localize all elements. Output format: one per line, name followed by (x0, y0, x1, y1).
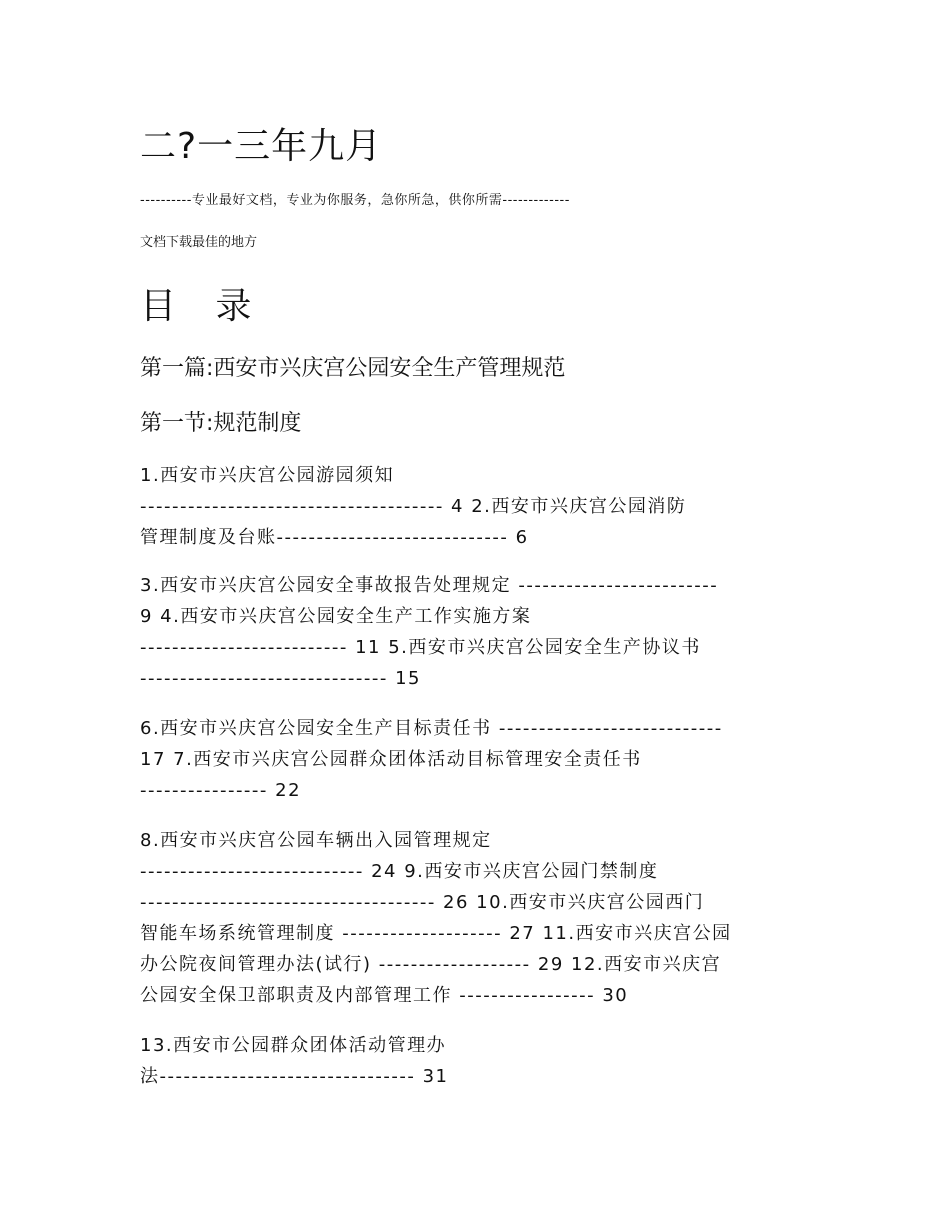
toc-line: 6.西安市兴庆宫公园安全生产目标责任书 ---------------------------- (140, 718, 723, 739)
toc-line: 公园安全保卫部职责及内部管理工作 ----------------- 30 (140, 985, 629, 1006)
toc-line: 13.西安市公园群众团体活动管理办 (140, 1035, 447, 1056)
toc-entry-group (140, 713, 820, 806)
toc-line: 3.西安市兴庆宫公园安全事故报告处理规定 ------------------------- (140, 575, 719, 596)
part-heading: 第一篇:西安市兴庆宫公园安全生产管理规范 (140, 356, 566, 381)
toc-entry-group (140, 1030, 820, 1092)
toc-line: 8.西安市兴庆宫公园车辆出入园管理规定 (140, 830, 492, 851)
toc-entry-group (140, 460, 820, 553)
toc-line: ------------------------------------- 26 10.西安市兴庆宫公园西门 (140, 892, 705, 913)
toc-line: -------------------------- 11 5.西安市兴庆宫公园安全生产协议书 (140, 637, 701, 658)
toc-line: -------------------------------------- 4 2.西安市兴庆宫公园消防 (140, 496, 687, 517)
date-heading: 二?一三年九月 (140, 126, 383, 167)
toc-entry-group (140, 570, 820, 694)
toc-line: 1.西安市兴庆宫公园游园须知 (140, 465, 395, 486)
toc-line: 9 4.西安市兴庆宫公园安全生产工作实施方案 (140, 606, 532, 627)
toc-line: 管理制度及台账----------------------------- 6 (140, 527, 529, 548)
slogan-line: ----------专业最好文档，专业为你服务，急你所急，供你所需------------- (140, 193, 570, 208)
toc-title: 目 录 (140, 286, 266, 327)
toc-line: ---------------------------- 24 9.西安市兴庆宫公园门禁制度 (140, 861, 659, 882)
toc-line: 17 7.西安市兴庆宫公园群众团体活动目标管理安全责任书 (140, 749, 642, 770)
toc-line: 智能车场系统管理制度 -------------------- 27 11.西安市兴庆宫公园 (140, 923, 732, 944)
toc-line: 法-------------------------------- 31 (140, 1066, 449, 1087)
download-note: 文档下载最佳的地方 (140, 235, 258, 250)
toc-line: ------------------------------- 15 (140, 668, 421, 689)
toc-line: 办公院夜间管理办法(试行) ------------------- 29 12.西安市兴庆宫 (140, 954, 722, 975)
toc-entry-group (140, 825, 820, 1011)
toc-line: ---------------- 22 (140, 780, 302, 801)
section-heading: 第一节:规范制度 (140, 411, 302, 436)
